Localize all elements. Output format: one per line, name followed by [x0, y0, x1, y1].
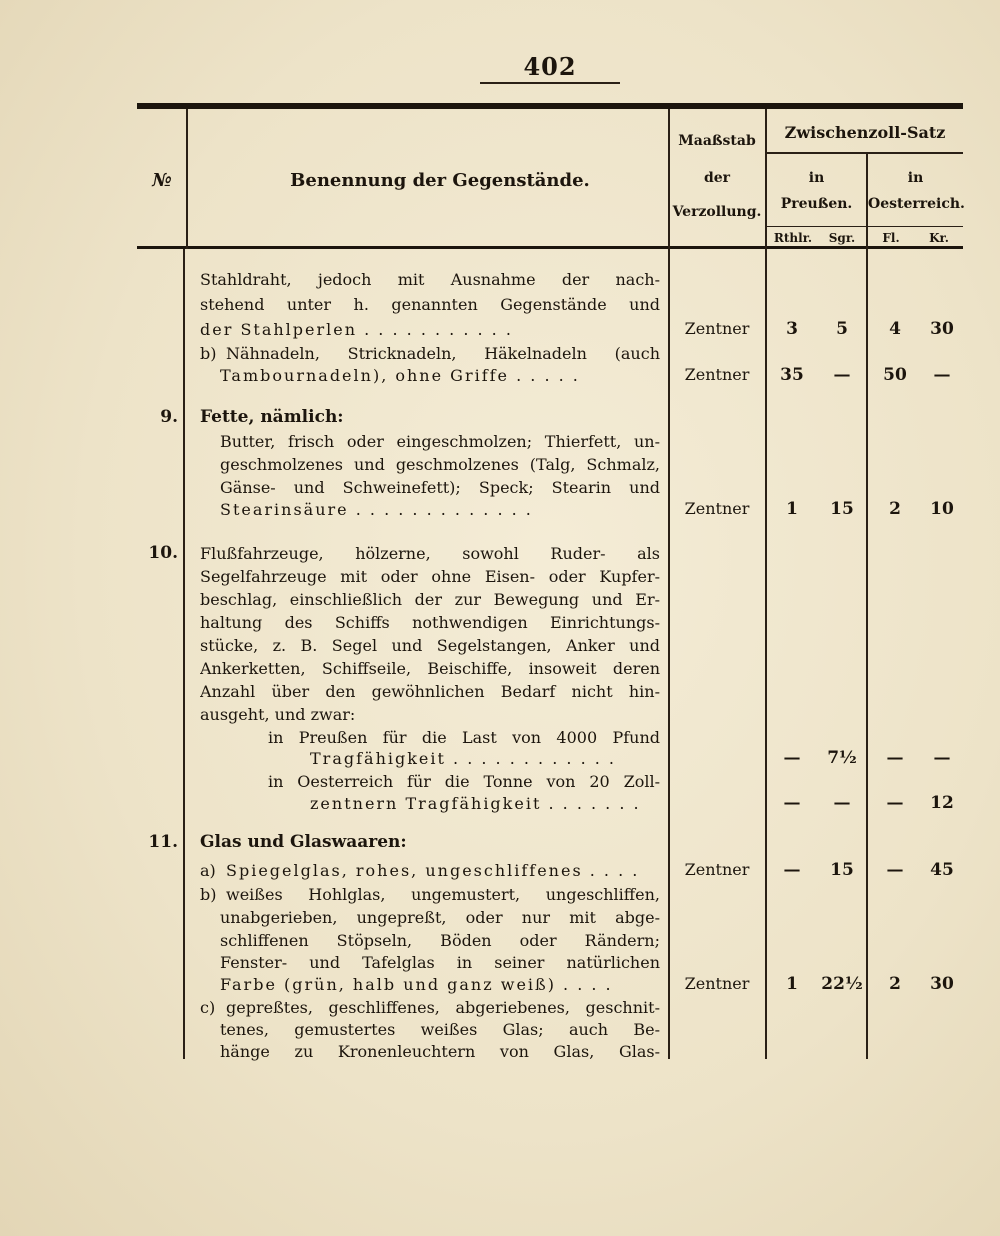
item-letter: c)	[200, 998, 216, 1017]
value-fl: —	[886, 793, 904, 813]
column-divider-no	[186, 109, 188, 249]
value-fl: 2	[889, 974, 901, 994]
value-fl: 50	[883, 365, 907, 385]
text-line: der Stahlperlen . . . . . . . . . . .	[200, 320, 513, 339]
text-line: tenes, gemustertes weißes Glas; auch Be-	[220, 1020, 660, 1039]
item-letter: b)	[200, 344, 217, 363]
value-sgr: 5	[836, 319, 848, 339]
value-kr: 10	[930, 499, 954, 519]
text-line: Fenster- und Tafelglas in seiner natürlichen	[220, 953, 660, 972]
value-rthlr: 1	[786, 974, 798, 994]
item-letter: a)	[200, 861, 216, 880]
measure-unit: Zentner	[684, 499, 750, 518]
header-austria-2: Oesterreich.	[868, 196, 965, 212]
value-kr: 30	[930, 974, 954, 994]
unit-kr: Kr.	[929, 231, 949, 245]
text-line: schliffenen Stöpseln, Böden oder Rändern;	[220, 931, 660, 950]
text-line: zentnern Tragfähigkeit . . . . . . .	[310, 794, 641, 813]
table-header-rule	[137, 246, 963, 249]
value-fl: —	[886, 860, 904, 880]
item-number: 10.	[148, 543, 178, 563]
header-prussia-2: Preußen.	[780, 196, 853, 212]
text-line: stehend unter h. genannten Gegenstände und	[200, 295, 660, 314]
text-line: Tragfähigkeit . . . . . . . . . . . .	[310, 749, 616, 768]
column-divider-measure	[668, 109, 670, 1059]
value-sgr: 22½	[821, 974, 863, 994]
unit-fl: Fl.	[882, 231, 900, 245]
text-line: Farbe (grün, halb und ganz weiß) . . . .	[220, 975, 613, 994]
text-line: ausgeht, und zwar:	[200, 705, 356, 724]
value-rthlr: —	[783, 860, 801, 880]
tariff-subheader-rule	[766, 152, 963, 154]
table-top-rule	[137, 103, 963, 109]
value-kr: —	[933, 748, 951, 768]
text-line: in Oesterreich für die Tonne von 20 Zoll-	[268, 772, 660, 791]
page-number: 402	[523, 52, 577, 81]
text-line: Fette, nämlich:	[200, 407, 344, 427]
value-kr: 12	[930, 793, 954, 813]
text-line: stücke, z. B. Segel und Segelstangen, Anker und	[200, 636, 660, 655]
column-divider-prussia-austria	[866, 154, 868, 1059]
header-number: №	[152, 170, 172, 191]
text-line: hänge zu Kronenleuchtern von Glas, Glas-	[220, 1042, 660, 1061]
text-line: Anzahl über den gewöhnlichen Bedarf nicht hin-	[200, 682, 660, 701]
text-line: Ankerketten, Schiffseile, Beischiffe, insoweit deren	[200, 659, 660, 678]
text-line: Glas und Glaswaaren:	[200, 832, 407, 852]
measure-unit: Zentner	[684, 319, 750, 338]
value-fl: 2	[889, 499, 901, 519]
value-sgr: 15	[830, 499, 854, 519]
text-line: Butter, frisch oder eingeschmolzen; Thierfett, un-	[220, 432, 660, 451]
value-kr: 30	[930, 319, 954, 339]
units-rule	[766, 226, 963, 227]
item-letter: b)	[200, 885, 217, 904]
text-line: Nähnadeln, Stricknadeln, Häkelnadeln (auch	[226, 344, 660, 363]
item-number: 11.	[148, 832, 178, 852]
column-divider-body	[183, 249, 185, 1059]
text-line: Stahldraht, jedoch mit Ausnahme der nach-	[200, 270, 660, 289]
text-line: geschmolzenes und geschmolzenes (Talg, Schmalz,	[220, 455, 660, 474]
value-rthlr: 35	[780, 365, 804, 385]
value-rthlr: —	[783, 748, 801, 768]
value-sgr: 15	[830, 860, 854, 880]
value-fl: 4	[889, 319, 901, 339]
value-sgr: 7½	[827, 748, 857, 768]
header-tariff: Zwischenzoll-Satz	[784, 123, 946, 142]
text-line: in Preußen für die Last von 4000 Pfund	[268, 728, 660, 747]
text-line: gepreßtes, geschliffenes, abgeriebenes, geschnit-	[226, 998, 660, 1017]
measure-unit: Zentner	[684, 365, 750, 384]
text-line: Spiegelglas, rohes, ungeschliffenes . . . .	[226, 861, 640, 880]
value-sgr: —	[833, 793, 851, 813]
header-austria-1: in	[907, 170, 924, 186]
measure-unit: Zentner	[684, 974, 750, 993]
header-measure-2: der	[703, 170, 731, 186]
text-line: Tambournadeln), ohne Griffe . . . . .	[220, 366, 580, 385]
text-line: haltung des Schiffs nothwendigen Einrichtungs-	[200, 613, 660, 632]
page-number-rule	[480, 82, 620, 84]
text-line: beschlag, einschließlich der zur Bewegung und Er-	[200, 590, 660, 609]
header-title: Benennung der Gegenstände.	[290, 170, 590, 191]
unit-rthlr: Rthlr.	[773, 231, 813, 245]
value-sgr: —	[833, 365, 851, 385]
text-line: Stearinsäure . . . . . . . . . . . . .	[220, 500, 533, 519]
text-line: weißes Hohlglas, ungemustert, ungeschliffen,	[226, 885, 660, 904]
value-rthlr: 1	[786, 499, 798, 519]
text-line: Segelfahrzeuge mit oder ohne Eisen- oder Kupfer-	[200, 567, 660, 586]
header-prussia-1: in	[808, 170, 825, 186]
value-kr: 45	[930, 860, 954, 880]
unit-sgr: Sgr.	[828, 231, 856, 245]
text-line: Flußfahrzeuge, hölzerne, sowohl Ruder- als	[200, 544, 660, 563]
value-fl: —	[886, 748, 904, 768]
header-measure-3: Verzollung.	[672, 204, 762, 220]
text-line: unabgerieben, ungepreßt, oder nur mit abge-	[220, 908, 660, 927]
value-rthlr: 3	[786, 319, 798, 339]
measure-unit: Zentner	[684, 860, 750, 879]
value-kr: —	[933, 365, 951, 385]
header-measure-1: Maaßstab	[678, 133, 756, 149]
text-line: Gänse- und Schweinefett); Speck; Stearin und	[220, 478, 660, 497]
value-rthlr: —	[783, 793, 801, 813]
item-number: 9.	[160, 407, 178, 427]
column-divider-tariff	[765, 109, 767, 1059]
